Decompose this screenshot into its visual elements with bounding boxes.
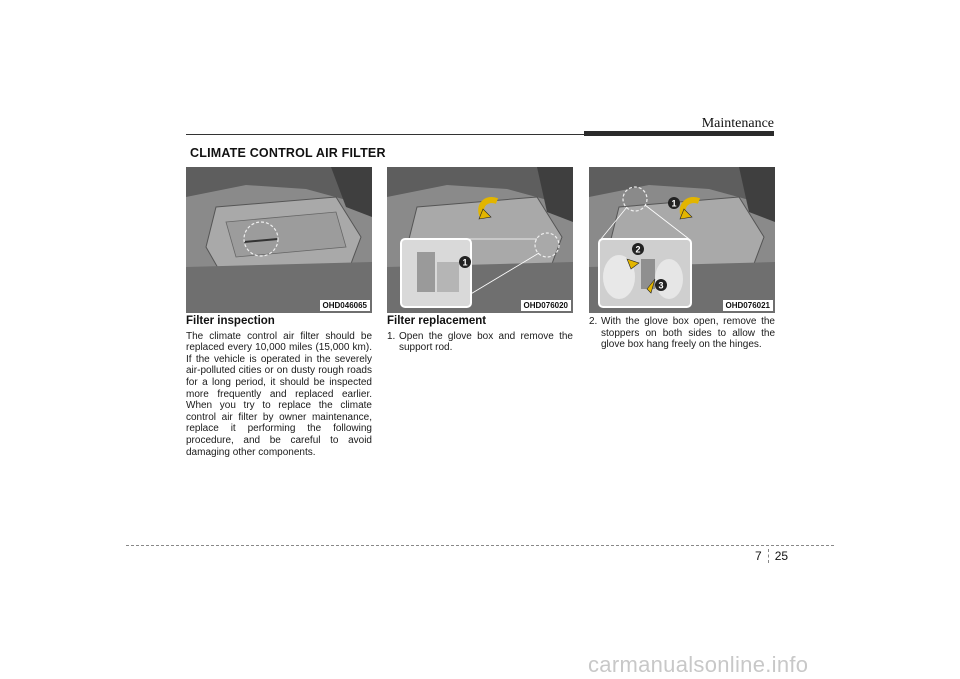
- chapter-number: 7: [755, 549, 762, 563]
- page-number-value: 25: [774, 549, 789, 563]
- step-number: 1.: [387, 330, 396, 342]
- figure-code: OHD076020: [521, 300, 571, 311]
- replacement-heading: Filter replacement: [387, 315, 487, 327]
- inspection-heading: Filter inspection: [186, 315, 275, 327]
- glovebox-illustration: [186, 167, 372, 313]
- watermark: carmanualsonline.info: [588, 652, 809, 677]
- section-label: Maintenance: [701, 116, 774, 131]
- replacement-column: [387, 316, 573, 354]
- step-number: 2.: [589, 316, 598, 327]
- page-number-separator: [768, 549, 769, 563]
- step-text: With the glove box open, remove the stoppers on both sides to allow the glove box hang freely on the hinges.: [601, 316, 775, 351]
- footer-rule: [126, 545, 834, 546]
- figure-support-rod: [387, 167, 573, 313]
- callout-number: 3: [658, 280, 664, 291]
- step-2-column: [589, 316, 775, 351]
- figure-glovebox-inspection: [186, 167, 372, 313]
- support-rod-illustration: [387, 167, 573, 313]
- step-1: [387, 331, 573, 354]
- step-2: [589, 316, 775, 351]
- page-title: CLIMATE CONTROL AIR FILTER: [190, 146, 386, 160]
- inspection-body: The climate control air filter should be replaced every 10,000 miles (15,000 km). If the vehicle is operated in the severely air-polluted cities or on dusty rough roads for a long period, it should be inspected more frequently and replaced earlier. When you try to replace the climate control air filter by owner maintenance, replace it performing the following procedure, and be careful to avoid damaging other components.: [186, 330, 372, 458]
- inspection-column: [186, 316, 372, 458]
- figure-code: OHD076021: [723, 300, 773, 311]
- header-tab: [584, 131, 774, 136]
- callout-number: 1: [671, 198, 677, 209]
- step-text: Open the glove box and remove the support rod.: [399, 330, 573, 354]
- figure-code: OHD046065: [320, 300, 370, 311]
- figure-stoppers: [589, 167, 775, 313]
- page-number: [755, 549, 788, 563]
- callout-number: 2: [635, 244, 641, 255]
- callout-number: 1: [462, 257, 468, 268]
- stoppers-illustration: [589, 167, 775, 313]
